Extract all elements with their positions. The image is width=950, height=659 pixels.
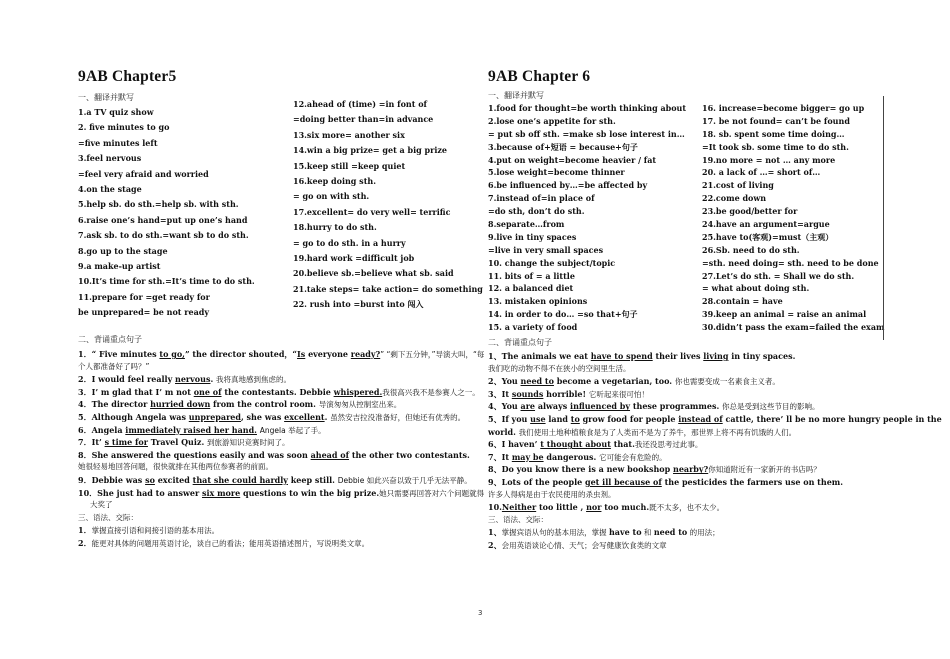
sentence: 7．It’ s time for Travel Quiz. 到旅游知识竞赛时间了。 [78,437,290,448]
vocab-item: 24.have an argument=argue [702,219,830,230]
vocab-item: 14. in order to do… =so that+句子 [488,309,638,320]
sentence: 6、I haven’ t thought about that.我还没思考过此事。 [488,439,703,450]
vocab-item: 19.no more = not … any more [702,154,836,165]
chapter6-vocab-col2 [702,104,884,336]
vocab-item: 17.excellent= do very well= terrific [293,206,451,217]
column-divider [883,96,884,340]
vocab-item: 27.Let’s do sth. = Shall we do sth. [702,270,855,281]
chapter5-section2-heading: 二、背诵重点句子 [78,335,142,344]
vocab-item: 5.help sb. do sth.=help sb. with sth. [78,199,239,210]
vocab-item: 3.feel nervous [78,153,142,164]
vocab-item: =doing better than=in advance [293,114,434,125]
vocab-item: 21.cost of living [702,180,774,191]
vocab-item: =five minutes left [78,137,158,148]
sentence: 4、You are always influenced by these programmes. 你总是受到这些节目的影响。 [488,401,820,412]
vocab-item: 15.keep still =keep quiet [293,160,406,171]
chapter5-title: 9AB Chapter5 [78,68,177,85]
chapter6-vocab-col1 [488,104,686,336]
vocab-item: 11. bits of = a little [488,270,575,281]
vocab-item: 6.raise one’s hand=put up one’s hand [78,214,248,225]
sentence: 8、Do you know there is a new bookshop nearby?你知道附近有一家新开的书店吗？ [488,464,821,475]
sentence: 7、It may be dangerous. 它可能会有危险的。 [488,451,667,462]
vocab-item: 16.keep doing sth. [293,175,376,186]
sentence: 2、You need to become a vegetarian, too. 你也需要变成一名素食主义者。 [488,376,780,387]
sentence: 9．Debbie was so excited that she could hardly keep still. Debbie 如此兴奋以致于几乎无法平静。 [78,474,472,485]
vocab-item: 26.Sb. need to do sth. [702,244,800,255]
vocab-item: = go on with sth. [293,191,370,202]
vocab-item: 25.have to(客观)=must（主观） [702,231,834,242]
chapter5-sentences [78,349,485,552]
vocab-item: 8.separate…from [488,219,565,230]
sentence-translation: 许多人得病是由于农民使用的杀虫剂。 [488,489,616,499]
vocab-item: = go to do sth. in a hurry [293,237,406,248]
vocab-item: 19.hard work =difficult job [293,252,415,263]
vocab-item: 1.food for thought=be worth thinking about [488,103,687,113]
vocab-item: = put sb off sth. =make sb lose interest in… [488,128,685,139]
vocab-item: =feel very afraid and worried [78,168,209,179]
vocab-item: 2. five minutes to go [78,122,170,133]
vocab-item: =do sth, don’t do sth. [488,206,585,217]
vocab-item: 4.put on weight=become heavier / fat [488,154,657,165]
vocab-item: 21.take steps= take action= do something [293,283,483,294]
sentence: 1．“ Five minutes to go,” the director shouted，“Is everyone ready?” “剩下五分钟，”导演大叫，“每 [78,349,485,359]
sentence: 10．She just had to answer six more questions to win the big prize.她只需要再回答对六个问题就得 [78,487,485,498]
vocab-item: 20. a lack of …= short of… [702,167,821,178]
sentence: 9、Lots of the people get ill because of the pesticides the farmers use on them. [488,476,844,487]
vocab-item: 13.six more= another six [293,129,405,140]
sentence: 10.Neither too little , nor too much.既不太多，也不太少。 [488,502,725,513]
vocab-item: 30.didn’t pass the exam=failed the exam [702,322,885,333]
sentence: 5、If you use land to grow food for people instead of cattle, there’ ll be no more hungry people in the [488,413,942,424]
vocab-item: 22.come down [702,193,767,204]
grammar-item: 2、会用英语谈论心情、天气；会写健康饮食类的文章 [488,539,667,550]
vocab-item: =sth. need doing= sth. need to be done [702,257,879,268]
sentence: 3、It sounds horrible! 它听起来很可怕！ [488,388,649,399]
vocab-item: be unprepared= be not ready [78,307,209,318]
vocab-item: 9.a make-up artist [78,260,161,271]
vocab-item: 23.be good/better for [702,206,798,217]
vocab-item: 10. change the subject/topic [488,257,616,268]
vocab-item: 2.lose one’s appetite for sth. [488,115,616,126]
vocab-item: 12. a balanced diet [488,283,574,294]
sentence: 1、The animals we eat have to spend their lives living in tiny spaces. [488,351,796,361]
vocab-item: 10.It’s time for sth.=It’s time to do sth. [78,276,255,287]
vocab-item: 22. rush into =burst into 闯入 [293,299,424,310]
vocab-item: 16. increase=become bigger= go up [702,103,865,113]
chapter6-title: 9AB Chapter 6 [488,68,591,85]
chapter6-section1-heading: 一、翻译并默写 [488,91,544,100]
chapter6-sentences [488,351,942,554]
vocab-item: 11.prepare for =get ready for [78,291,210,302]
grammar-item: 2．能更对具体的问题用英语讨论，谈自己的看法；能用英语描述图片，写说明类文章。 [78,537,370,548]
vocab-item: 4.on the stage [78,183,142,194]
vocab-item: 8.go up to the stage [78,245,168,256]
vocab-item: 17. be not found= can’t be found [702,115,850,126]
grammar-item: 1．掌握直接引语和间接引语的基本用法。 [78,525,220,536]
vocab-item: 18.hurry to do sth. [293,222,377,233]
vocab-item: 18. sb. spent some time doing… [702,128,845,139]
vocab-item: 3.because of+短语 = because+句子 [488,141,638,152]
page-number: 3 [478,609,483,617]
sentence-continuation: world. 我们使用土地种植粮食是为了人类而不是为了养牛，那世界上将不再有饥饿的人们。 [488,426,797,437]
chapter5-vocab-col2 [293,100,483,315]
sentence: 4．The director hurried down from the control room. 导演匆匆从控制室出来。 [78,399,402,410]
chapter5-section3-heading: 三、语法、交际： [78,512,138,522]
vocab-item: 39.keep an animal = raise an animal [702,309,867,320]
grammar-item: 1、掌握宾语从句的基本用法，掌握 have to 和 need to 的用法； [488,527,720,538]
vocab-item: =It took sb. some time to do sth. [702,141,849,152]
vocab-item: 20.believe sb.=believe what sb. said [293,268,454,279]
sentence-translation: 她很轻易地回答问题，很快就排在其他两位参赛者的前面。 [78,462,273,472]
vocab-item: 9.live in tiny spaces [488,231,577,242]
chapter5-section1-heading: 一、翻译并默写 [78,93,134,102]
sentence-translation: 我们吃的动物不得不在狭小的空间里生活。 [488,363,631,373]
sentence: 3．I’ m glad that I’ m not one of the contestants. Debbie whispered.我很高兴我不是参赛人之一。 [78,386,480,397]
vocab-item: 12.ahead of (time) =in font of [293,99,427,109]
sentence-continuation: 个人都准备好了吗？” [78,361,150,371]
vocab-item: 14.win a big prize= get a big prize [293,145,448,156]
vocab-item: =live in very small spaces [488,244,604,255]
sentence: 2．I would feel really nervous. 我将真地感到焦虑的。 [78,374,292,385]
chapter5-vocab-col1 [78,108,255,323]
sentence: 8．She answered the questions easily and was soon ahead of the other two contestants. [78,449,470,460]
chapter6-section3-heading: 三、语法、交际： [488,514,548,524]
chapter6-section2-heading: 二、背诵重点句子 [488,338,552,347]
vocab-item: 7.instead of=in place of [488,193,595,204]
vocab-item: 28.contain = have [702,296,783,307]
sentence-continuation: 大奖了 [90,500,113,510]
vocab-item: 5.lose weight=become thinner [488,167,625,178]
vocab-item: 6.be influenced by…=be affected by [488,180,648,191]
vocab-item: 1.a TV quiz show [78,107,154,117]
sentence: 5．Although Angela was unprepared, she was excellent. 虽然安吉拉没准备好，但她还有优秀的。 [78,411,466,422]
sentence: 6．Angela immediately raised her hand. Angela 举起了手。 [78,424,326,435]
vocab-item: 15. a variety of food [488,322,578,333]
vocab-item: 13. mistaken opinions [488,296,588,307]
vocab-item: = what about doing sth. [702,283,810,294]
vocab-item: 7.ask sb. to do sth.=want sb to do sth. [78,230,249,241]
